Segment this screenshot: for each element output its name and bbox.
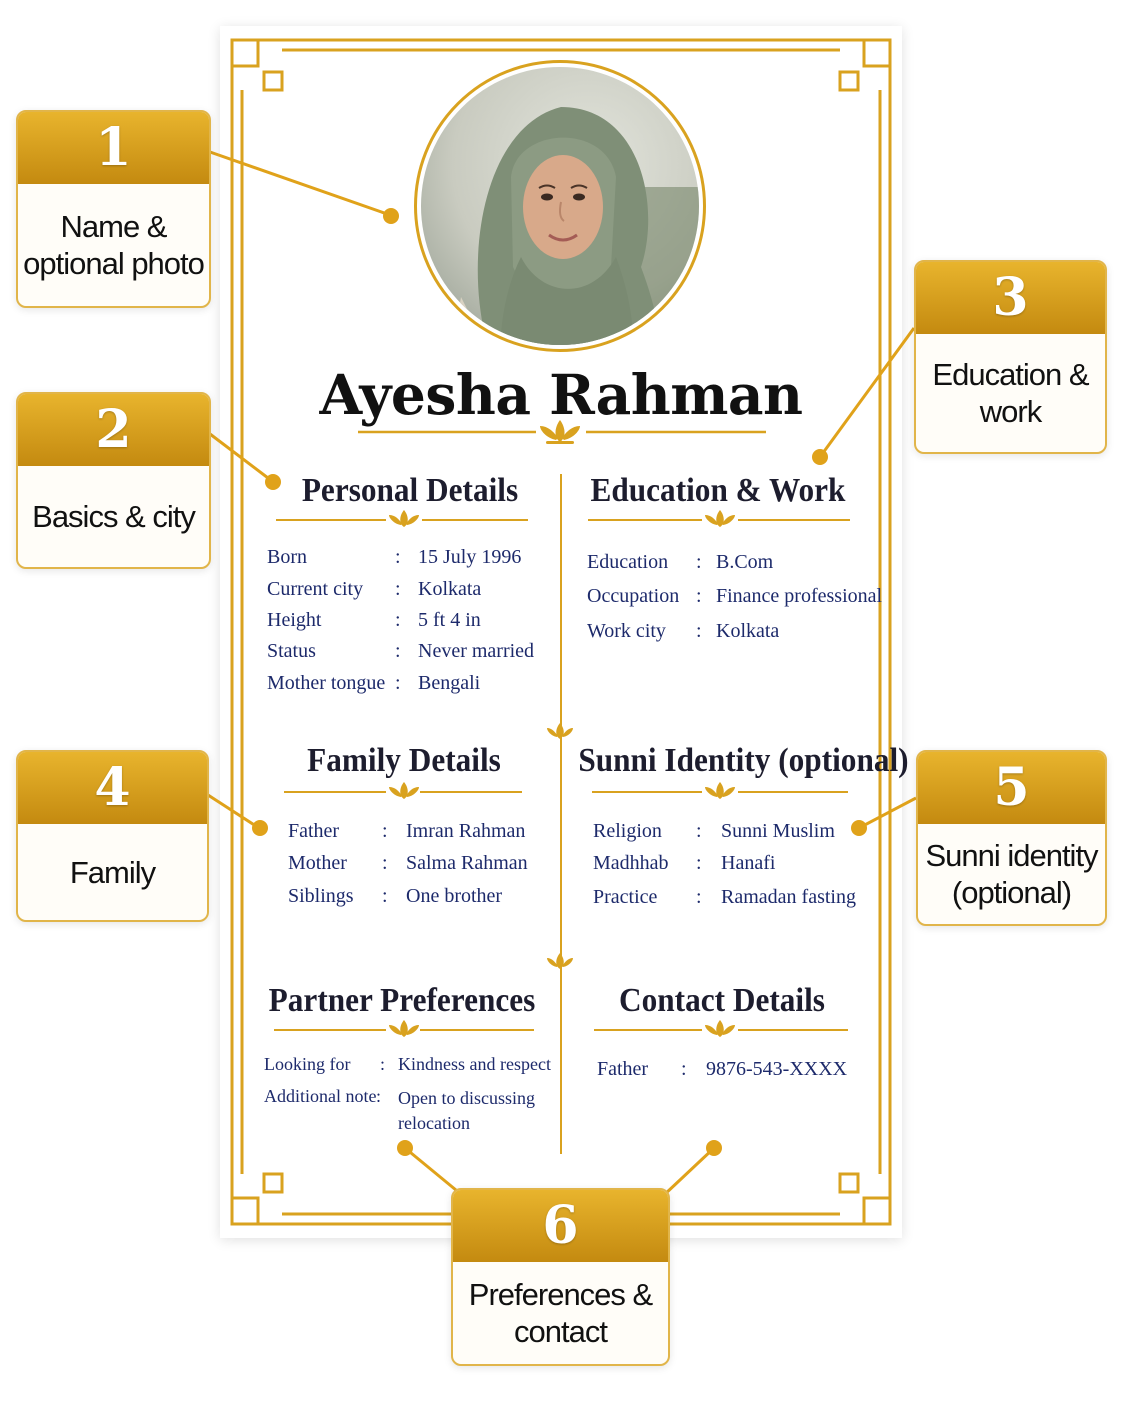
row-key: Education (587, 551, 669, 573)
row-key: Occupation (587, 585, 680, 607)
callout-label: Family (69, 854, 156, 890)
row-separator: : (376, 1086, 382, 1106)
row-value: Never married (418, 640, 535, 662)
row-value: Kindness and respect (398, 1054, 551, 1074)
profile-name: Ayesha Rahman (319, 362, 803, 427)
row-key: Father (597, 1058, 649, 1080)
callout-number: 1 (18, 112, 209, 184)
callout-badge-3 (914, 260, 1107, 454)
callout-badge-4 (16, 750, 209, 922)
row-key: Practice (593, 886, 658, 908)
callout-label: Sunni identity (optional) (925, 838, 1098, 910)
row-key: Current city (267, 578, 364, 600)
row-separator: : (696, 620, 702, 642)
row-value: Salma Rahman (406, 852, 528, 874)
section-title-education: Education & Work (590, 472, 846, 509)
row-key: Mother (288, 852, 347, 874)
row-value: 9876-543-XXXX (706, 1058, 848, 1080)
callout-badge-2 (16, 392, 211, 569)
row-key: Born (267, 546, 307, 568)
row-value: 15 July 1996 (418, 546, 522, 568)
row-value: Sunni Muslim (721, 820, 835, 842)
row-separator: : (696, 886, 702, 908)
row-separator: : (696, 551, 702, 573)
row-key: Mother tongue (267, 672, 386, 694)
section-title-contact: Contact Details (619, 982, 825, 1019)
row-separator: : (380, 1054, 386, 1074)
callout-number: 4 (18, 752, 207, 824)
row-separator: : (382, 852, 388, 874)
biodata-card (220, 26, 909, 1238)
row-separator: : (681, 1058, 687, 1080)
row-value: Open to discussing relocation (398, 1088, 535, 1133)
row-separator: : (395, 640, 401, 662)
row-value: Ramadan fasting (721, 886, 856, 908)
row-value: Kolkata (716, 620, 780, 642)
callout-number: 3 (916, 262, 1105, 334)
row-separator: : (395, 672, 401, 694)
profile-photo-frame (414, 60, 706, 352)
section-title-family: Family Details (307, 742, 501, 779)
row-separator: : (395, 546, 401, 568)
row-key: Siblings (288, 885, 354, 907)
row-value: 5 ft 4 in (418, 609, 481, 631)
row-separator: : (395, 609, 401, 631)
row-separator: : (696, 852, 702, 874)
callout-label: Name & optional photo (23, 209, 204, 281)
section-title-partner: Partner Preferences (268, 982, 536, 1019)
callout-number: 6 (453, 1190, 668, 1262)
row-key: Madhhab (593, 852, 669, 874)
callout-number: 5 (918, 752, 1105, 824)
profile-photo (421, 67, 699, 345)
row-key: Father (288, 820, 340, 842)
row-separator: : (382, 820, 388, 842)
callout-number: 2 (18, 394, 209, 466)
row-key: Religion (593, 820, 662, 842)
row-value: B.Com (716, 551, 774, 573)
section-title-personal: Personal Details (301, 472, 519, 509)
row-key: Additional note (264, 1086, 377, 1106)
row-value: Finance professional (716, 585, 883, 607)
callout-badge-6 (451, 1188, 670, 1366)
row-value: Bengali (418, 672, 481, 694)
row-value: One brother (406, 885, 503, 907)
callout-label: Education & work (932, 357, 1089, 429)
row-key: Looking for (264, 1054, 351, 1074)
row-separator: : (382, 885, 388, 907)
callout-label: Preferences & contact (468, 1277, 653, 1349)
row-value: Imran Rahman (406, 820, 526, 842)
row-key: Height (267, 609, 322, 631)
callout-badge-5 (916, 750, 1107, 926)
callout-label: Basics & city (32, 499, 195, 534)
row-separator: : (696, 820, 702, 842)
row-key: Status (267, 640, 316, 662)
row-value: Kolkata (418, 578, 482, 600)
section-title-identity: Sunni Identity (optional) (578, 742, 909, 779)
row-separator: : (696, 585, 702, 607)
row-key: Work city (587, 620, 666, 642)
callout-badge-1 (16, 110, 211, 308)
row-value: Hanafi (721, 852, 776, 874)
row-separator: : (395, 578, 401, 600)
